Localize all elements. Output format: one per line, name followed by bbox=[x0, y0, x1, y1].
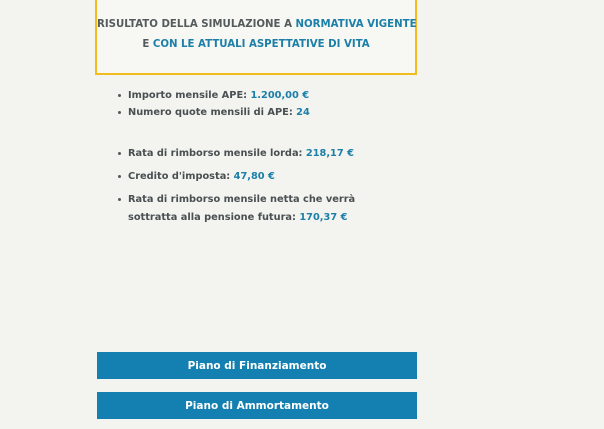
list-item-ape-amount bbox=[116, 87, 376, 104]
item-value: 1.200,00 € bbox=[250, 90, 310, 101]
result-subtitle-highlight: CON LE ATTUALI ASPETTATIVE DI VITA bbox=[152, 39, 370, 50]
item-value: 24 bbox=[296, 107, 310, 118]
item-value: 47,80 € bbox=[233, 171, 275, 182]
amortization-plan-button[interactable]: Piano di Ammortamento bbox=[97, 392, 417, 419]
result-title-line-1 bbox=[97, 15, 415, 35]
simulation-result-box bbox=[95, 0, 417, 75]
financing-plan-button[interactable]: Piano di Finanziamento bbox=[97, 352, 417, 379]
result-title-prefix: RISULTATO DELLA SIMULAZIONE A bbox=[97, 19, 296, 30]
result-title-highlight: NORMATIVA VIGENTE bbox=[295, 19, 417, 30]
item-label: Numero quote mensili di APE: bbox=[128, 107, 297, 118]
item-label: Importo mensile APE: bbox=[128, 90, 251, 101]
list-item-net-installment bbox=[116, 191, 376, 227]
result-title-line-2 bbox=[97, 35, 415, 55]
list-item-ape-quotes bbox=[116, 104, 376, 121]
item-label-continued: sottratta alla pensione futura: bbox=[128, 212, 300, 223]
item-value: 170,37 € bbox=[299, 212, 348, 223]
list-item-gross-installment bbox=[116, 145, 376, 162]
item-label: Rata di rimborso mensile lorda: bbox=[128, 148, 306, 159]
item-value: 218,17 € bbox=[305, 148, 354, 159]
item-label: Credito d'imposta: bbox=[128, 171, 234, 182]
list-item-tax-credit bbox=[116, 168, 376, 185]
results-list bbox=[116, 87, 376, 227]
result-subtitle-prefix: E bbox=[142, 39, 153, 50]
item-label: Rata di rimborso mensile netta che verrà bbox=[128, 194, 356, 205]
